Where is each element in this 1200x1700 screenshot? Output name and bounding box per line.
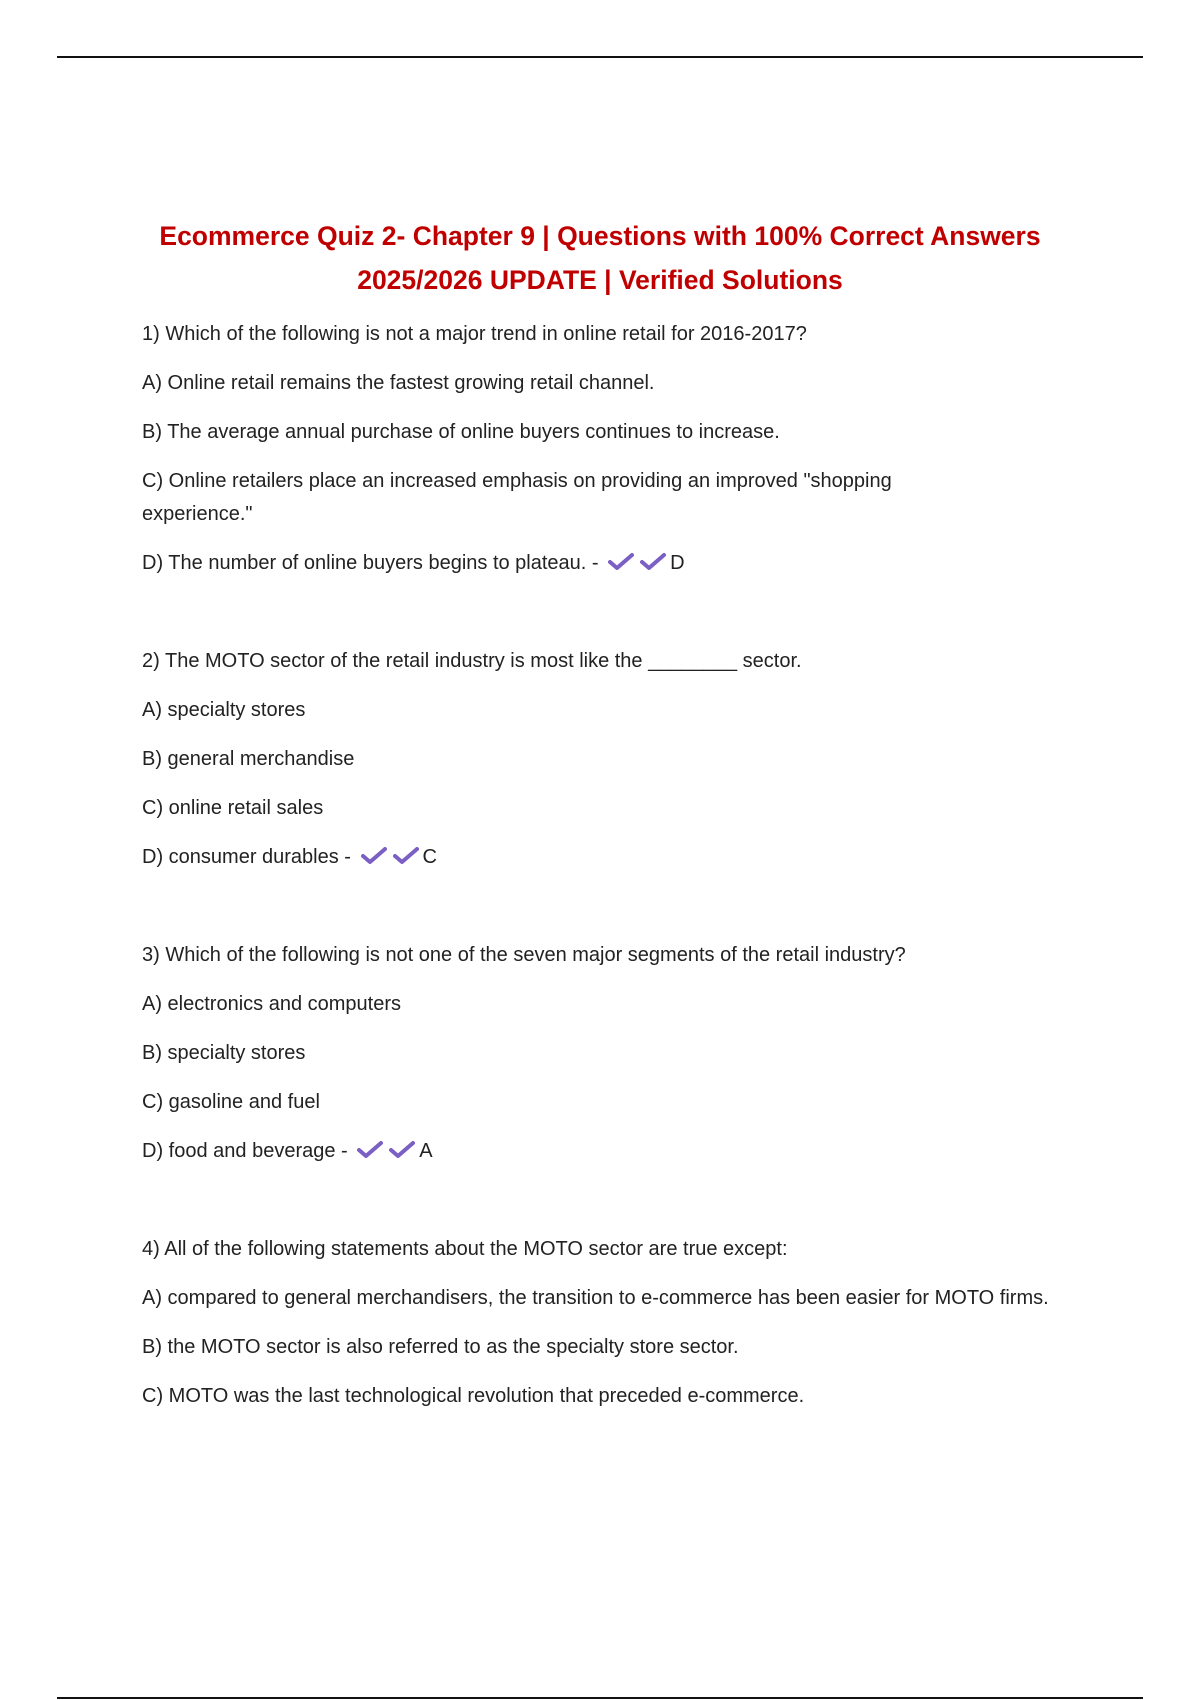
question-text: 4) All of the following statements about the MOTO sector are true except:	[142, 1238, 788, 1260]
check-mark-icon	[393, 846, 419, 866]
option-b: B) The average annual purchase of online buyers continues to increase.	[142, 421, 780, 443]
option-d-with-answer	[142, 1135, 1082, 1168]
option-a: A) electronics and computers	[142, 993, 402, 1015]
answer-letter: D	[670, 552, 685, 574]
check-mark-icon	[361, 846, 387, 866]
title-line-2: 2025/2026 UPDATE | Verified Solutions	[357, 265, 843, 295]
question-2	[142, 645, 1082, 874]
option-d-with-answer	[142, 841, 1082, 874]
title-line-1: Ecommerce Quiz 2- Chapter 9 | Questions with 100% Correct Answers	[159, 221, 1041, 251]
option-c: C) gasoline and fuel	[142, 1091, 320, 1113]
question-text: 2) The MOTO sector of the retail industry is most like the ________ sector.	[142, 650, 802, 672]
option-c: C) MOTO was the last technological revolution that preceded e-commerce.	[142, 1385, 805, 1407]
check-mark-icon	[389, 1140, 415, 1160]
option-d: D) The number of online buyers begins to plateau. -	[142, 552, 599, 574]
option-d-with-answer	[142, 547, 1082, 580]
document-title	[100, 214, 1100, 302]
spacer	[142, 890, 1082, 939]
option-b: B) general merchandise	[142, 748, 355, 770]
option-b: B) specialty stores	[142, 1042, 306, 1064]
check-mark-icon	[357, 1140, 383, 1160]
question-3	[142, 939, 1082, 1168]
check-mark-icon	[608, 552, 634, 572]
option-a: A) Online retail remains the fastest growing retail channel.	[142, 372, 655, 394]
question-1	[142, 318, 1082, 580]
spacer	[142, 596, 1082, 645]
quiz-content	[142, 318, 1082, 1429]
question-4	[142, 1233, 1082, 1413]
footer-rule	[57, 1697, 1143, 1699]
option-c: C) online retail sales	[142, 797, 324, 819]
option-a: A) compared to general merchandisers, the transition to e-commerce has been easier for MOTO firms.	[142, 1287, 1049, 1309]
option-d: D) food and beverage -	[142, 1140, 348, 1162]
answer-letter: A	[419, 1140, 433, 1162]
spacer	[142, 1184, 1082, 1233]
option-a: A) specialty stores	[142, 699, 306, 721]
answer-letter: C	[422, 846, 437, 868]
header-rule	[57, 56, 1143, 58]
option-c: C) Online retailers place an increased emphasis on providing an improved "shopping experience."	[142, 470, 892, 525]
option-d: D) consumer durables -	[142, 846, 351, 868]
option-b: B) the MOTO sector is also referred to as the specialty store sector.	[142, 1336, 739, 1358]
question-text: 1) Which of the following is not a major trend in online retail for 2016-2017?	[142, 323, 807, 345]
question-text: 3) Which of the following is not one of the seven major segments of the retail industry?	[142, 944, 906, 966]
check-mark-icon	[640, 552, 666, 572]
